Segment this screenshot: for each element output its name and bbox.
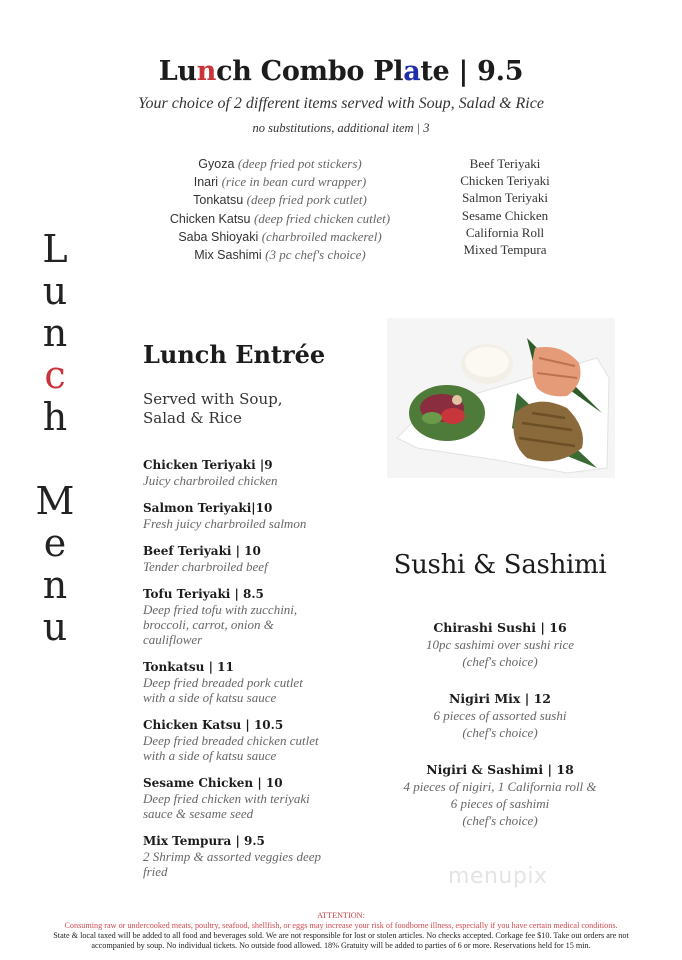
item-name: Beef Teriyaki | 10: [143, 544, 261, 558]
option-name: Saba Shioyaki: [178, 229, 259, 244]
item-name: Nigiri Mix | 12: [448, 691, 552, 706]
menu-item: [143, 501, 353, 531]
option-name: Gyoza: [198, 157, 235, 171]
item-name: Chicken Katsu | 10.5: [143, 718, 284, 732]
item-desc: (chef's choice): [462, 725, 538, 740]
side-letter: u: [42, 269, 68, 313]
item-desc: (chef's choice): [462, 654, 538, 669]
option-name: Mix Sashimi: [194, 248, 262, 263]
option-desc: (deep fried chicken cutlet): [254, 210, 391, 226]
title-blue-letter: a: [403, 56, 421, 87]
option-desc: (3 pc chef's choice): [265, 247, 366, 263]
item-name: Salmon Teriyaki|10: [143, 501, 273, 515]
menu-item: [395, 619, 605, 670]
combo-options-right: [435, 155, 575, 258]
item-desc: Deep fried breaded chicken cutlet: [143, 733, 319, 748]
entree-subtitle: [143, 390, 343, 428]
side-letter: e: [43, 521, 67, 565]
combo-option: Salmon Teriyaki: [462, 190, 548, 206]
attention-label: ATTENTION:: [317, 911, 365, 920]
item-name: Chirashi Sushi | 16: [433, 620, 567, 635]
side-gap: [30, 438, 80, 480]
footer-notice: [0, 911, 682, 951]
option-desc: (deep fried pot stickers): [237, 156, 362, 171]
combo-option: Beef Teriyaki: [469, 156, 541, 171]
combo-option: [150, 210, 410, 228]
side-letter: L: [42, 227, 68, 271]
combo-title: [0, 56, 682, 87]
item-desc: Deep fried tofu with zucchini,: [143, 602, 298, 617]
health-warning: Consuming raw or undercooked meats, poultry, seafood, shellfish, or eggs may increase your risk of foodborne illness, especially if you have certain medical conditions.: [64, 921, 618, 930]
menu-item: [143, 776, 353, 821]
combo-option: [150, 191, 410, 209]
side-letter: n: [42, 311, 68, 355]
item-name: Chicken Teriyaki |9: [143, 458, 273, 472]
side-letter: n: [42, 563, 68, 607]
entree-subtitle-line: Salad & Rice: [143, 409, 242, 427]
menu-item: [143, 544, 353, 574]
title-red-letter: n: [196, 56, 217, 87]
side-letter: M: [35, 479, 75, 523]
title-part: ch Combo Pl: [216, 56, 404, 87]
watermark-logo: menupix: [448, 864, 548, 889]
entree-list: [143, 458, 353, 892]
item-desc: fried: [143, 864, 168, 879]
sushi-list: [395, 619, 605, 849]
entree-subtitle-line: Served with Soup,: [143, 390, 283, 408]
title-part: te | 9.5: [420, 56, 524, 87]
combo-option: Chicken Teriyaki: [460, 173, 550, 189]
item-name: Tofu Teriyaki | 8.5: [143, 587, 264, 601]
side-letter: u: [42, 605, 68, 649]
menu-item: [143, 834, 353, 879]
title-part: Lu: [158, 56, 197, 87]
food-photo: [387, 318, 615, 478]
item-desc: (chef's choice): [462, 813, 538, 828]
combo-options-left: [150, 155, 410, 264]
item-desc: Fresh juicy charbroiled salmon: [143, 516, 307, 531]
option-desc: (rice in bean curd wrapper): [221, 174, 367, 190]
option-desc: (deep fried pork cutlet): [246, 192, 367, 208]
combo-option: [150, 246, 410, 264]
item-desc: 6 pieces of assorted sushi: [433, 708, 567, 723]
item-desc: Deep fried chicken with teriyaki: [143, 791, 310, 806]
item-desc: 2 Shrimp & assorted veggies deep: [143, 849, 322, 864]
option-name: Inari: [193, 175, 219, 190]
combo-option: California Roll: [465, 224, 545, 240]
item-name: Mix Tempura | 9.5: [143, 834, 265, 848]
menu-item: [143, 718, 353, 763]
side-letter-highlight: c: [44, 353, 66, 397]
item-desc: Deep fried breaded pork cutlet: [143, 675, 303, 690]
combo-option: Mixed Tempura: [463, 242, 547, 258]
menu-item: [143, 660, 353, 705]
item-desc: with a side of katsu sauce: [143, 748, 277, 763]
option-name: Tonkatsu: [193, 193, 244, 208]
item-desc: broccoli, carrot, onion &: [143, 617, 274, 632]
combo-option: Sesame Chicken: [461, 207, 549, 223]
item-desc: Juicy charbroiled chicken: [143, 473, 278, 488]
item-name: Nigiri & Sashimi | 18: [426, 762, 574, 777]
item-desc: cauliflower: [143, 632, 203, 647]
item-desc: 4 pieces of nigiri, 1 California roll &: [403, 779, 597, 794]
combo-option: [150, 228, 410, 246]
menu-item: [395, 690, 605, 741]
item-desc: Tender charbroiled beef: [143, 559, 268, 574]
entree-title: Lunch Entrée: [143, 340, 326, 369]
combo-option: [150, 173, 410, 191]
item-name: Sesame Chicken | 10: [143, 776, 283, 790]
option-desc: (charbroiled mackerel): [261, 228, 382, 244]
item-desc: 10pc sashimi over sushi rice: [425, 637, 575, 652]
item-name: Tonkatsu | 11: [143, 660, 234, 674]
menu-item: [143, 587, 353, 647]
plate-image: [387, 318, 615, 478]
sushi-title: Sushi & Sashimi: [393, 550, 607, 580]
combo-subtitle: Your choice of 2 different items served with Soup, Salad & Rice: [138, 95, 544, 112]
side-letter: h: [42, 395, 68, 439]
item-desc: 6 pieces of sashimi: [450, 796, 550, 811]
option-name: Chicken Katsu: [169, 211, 251, 226]
vertical-title: [30, 228, 80, 648]
combo-option: [150, 155, 410, 173]
combo-note: no substitutions, additional item | 3: [252, 121, 430, 135]
policy-info: State & local taxed will be added to all food and beverages sold. We are not responsible for lost or stolen articles. No checks accepted. Corkage fee $10. Take out orders are not accompanied by soup. No individual tickets. No outside food allowed. 18% Gratuity will be added to parties of 6 or more. Reservations held for 15 min.: [53, 931, 629, 950]
item-desc: with a side of katsu sauce: [143, 690, 277, 705]
menu-item: [143, 458, 353, 488]
item-desc: sauce & sesame seed: [143, 806, 254, 821]
menu-item: [395, 761, 605, 829]
